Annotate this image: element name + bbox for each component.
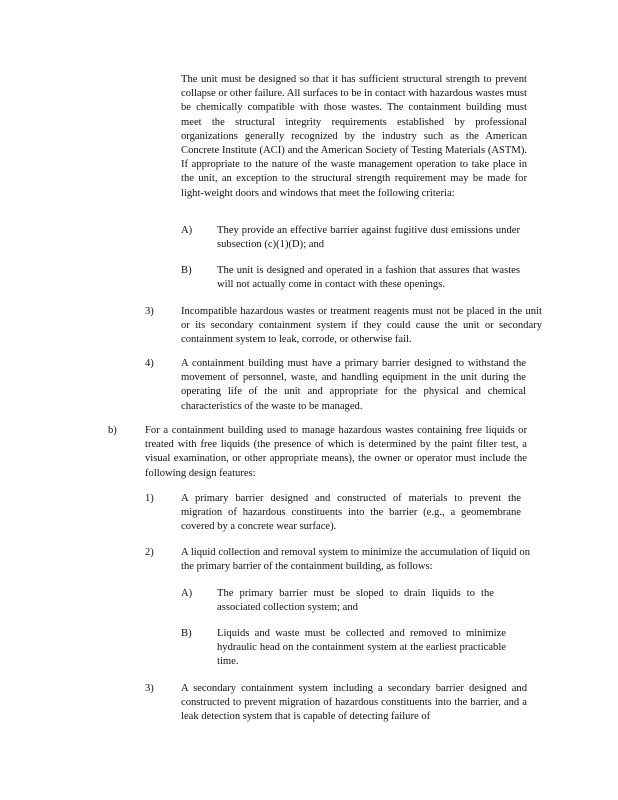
- item-a4-label: 4): [145, 358, 154, 369]
- item-b2-text: A liquid collection and removal system to minimize the accumulation of liquid on the primary barrier of the containment building, as follows:: [181, 547, 530, 573]
- item-b1-text: A primary barrier designed and constructed of materials to prevent the migration of hazardous constituents into the barrier (e.g., a geomembrane covered by a concrete wear surface).: [181, 493, 521, 533]
- criterion-a-text: They provide an effective barrier against fugitive dust emissions under subsection (c)(1)(D); and: [217, 225, 520, 251]
- item-a4-text: A containment building must have a primary barrier designed to withstand the movement of personnel, waste, and handling equipment in the unit during the operating life of the unit and appropriate for the physical and chemical characteristics of the waste to be managed.: [181, 358, 526, 412]
- subitem-b2a-text: The primary barrier must be sloped to drain liquids to the associated collection system; and: [217, 588, 494, 614]
- subitem-b2a-label: A): [181, 588, 193, 599]
- section-b-label: b): [108, 425, 117, 436]
- item-a3-label: 3): [145, 306, 154, 317]
- item-b3-text: A secondary containment system including a secondary barrier designed and constructed to prevent migration of hazardous constituents into the barrier, and a leak detection system that is capable of detecting failure of: [181, 683, 527, 723]
- subitem-b2b-text: Liquids and waste must be collected and removed to minimize hydraulic head on the containment system at the earliest practicable time.: [217, 628, 506, 668]
- item-b3-label: 3): [145, 683, 154, 694]
- criterion-b-text: The unit is designed and operated in a fashion that assures that wastes will not actually come in contact with these openings.: [217, 265, 520, 291]
- item-b2-label: 2): [145, 547, 154, 558]
- item-b1-label: 1): [145, 493, 154, 504]
- subitem-b2b-label: B): [181, 628, 192, 639]
- item-a3-text: Incompatible hazardous wastes or treatment reagents must not be placed in the unit or its secondary containment system if they could cause the unit or secondary containment system to leak, corrode, or otherwise fail.: [181, 306, 542, 346]
- section-b-text: For a containment building used to manage hazardous wastes containing free liquids or treated with free liquids (the presence of which is determined by the paint filter test, a visual examination, or other appropriate means), the owner or operator must include the following design features:: [145, 425, 527, 479]
- criterion-b-label: B): [181, 265, 192, 276]
- intro-paragraph: The unit must be designed so that it has sufficient structural strength to prevent collapse or other failure. All surfaces to be in contact with hazardous wastes must be chemically compatible with those wastes. The containment building must meet the structural integrity requirements established by professional organizations generally recognized by the industry such as the American Concrete Institute (ACI) and the American Society of Testing Materials (ASTM). If appropriate to the nature of the waste management operation to take place in the unit, an exception to the structural strength requirement may be made for light-weight doors and windows that meet the following criteria:: [181, 74, 527, 199]
- criterion-a-label: A): [181, 225, 193, 236]
